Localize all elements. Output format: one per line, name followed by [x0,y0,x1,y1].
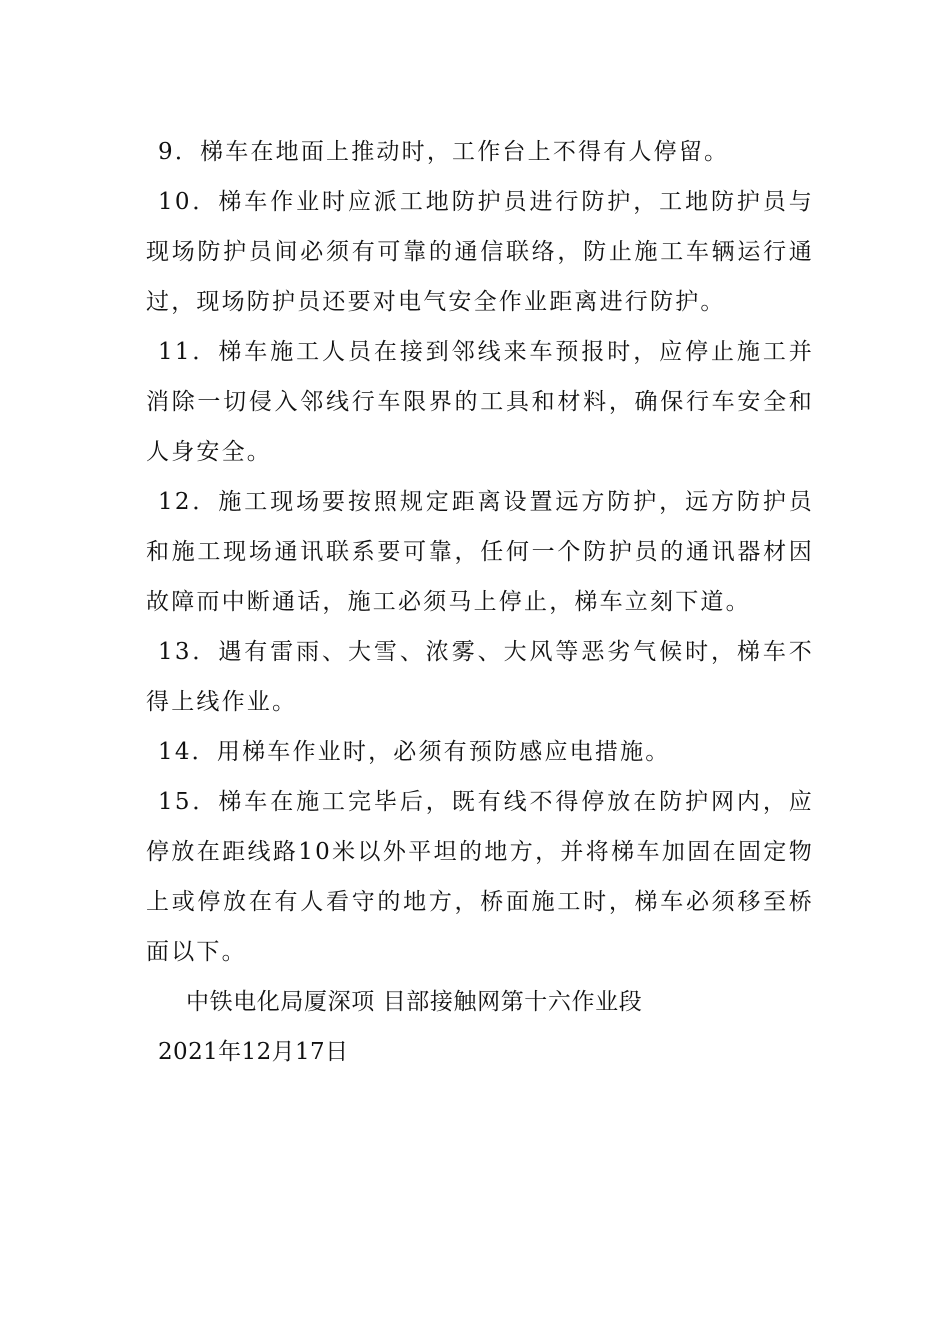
rule-item-11: 11．梯车施工人员在接到邻线来车预报时，应停止施工并消除一切侵入邻线行车限界的工具和材料，确保行车安全和人身安全。 [146,339,814,465]
rule-item-12: 12．施工现场要按照规定距离设置远方防护，远方防护员和施工现场通讯联系要可靠，任何一个防护员的通讯器材因故障而中断通话，施工必须马上停止，梯车立刻下道。 [146,489,814,615]
rule-item-14: 14．用梯车作业时，必须有预防感应电措施。 [158,739,671,765]
document-body [146,127,814,1077]
rule-item-9: 9．梯车在地面上推动时，工作台上不得有人停留。 [158,139,730,165]
rule-item-13: 13．遇有雷雨、大雪、浓雾、大风等恶劣气候时，梯车不得上线作业。 [146,639,814,715]
document-date: 2021年12月17日 [158,1039,349,1065]
organization-signature: 中铁电化局厦深项 目部接触网第十六作业段 [186,989,643,1015]
rule-item-10: 10．梯车作业时应派工地防护员进行防护，工地防护员与现场防护员间必须有可靠的通信联络，防止施工车辆运行通过，现场防护员还要对电气安全作业距离进行防护。 [146,189,814,315]
rule-item-15: 15．梯车在施工完毕后，既有线不得停放在防护网内，应停放在距线路10米以外平坦的地方，并将梯车加固在固定物上或停放在有人看守的地方，桥面施工时，梯车必须移至桥面以下。 [146,789,814,965]
